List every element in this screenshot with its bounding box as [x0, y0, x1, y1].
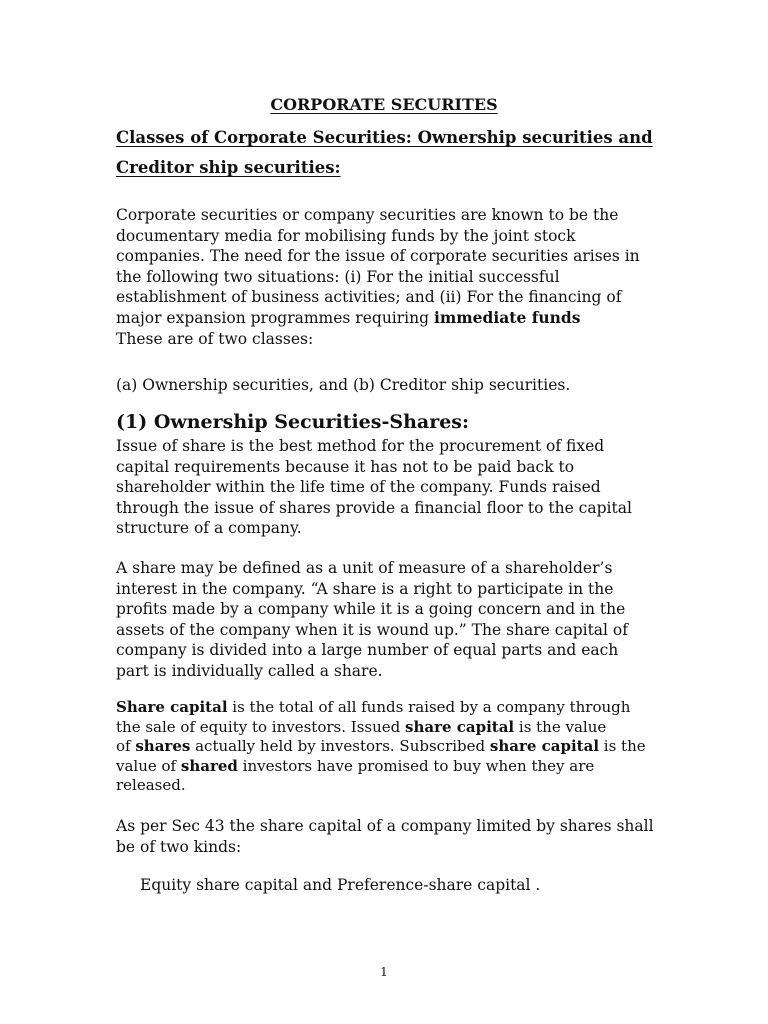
classes-heading-line-2: Creditor ship securities: — [116, 158, 341, 177]
paragraph-line: company is divided into a large number of equal parts and each — [116, 641, 619, 660]
paragraph-text: is the total of all funds raised by a company through — [227, 698, 631, 716]
shares-paragraph-1 — [116, 436, 696, 539]
classes-list — [116, 375, 696, 396]
paragraph-line: structure of a company. — [116, 519, 302, 538]
intro-line-last — [116, 308, 696, 329]
shared-bold: shared — [180, 756, 238, 775]
paragraph-line: profits made by a company while it is a going concern and in the — [116, 600, 626, 619]
paragraph-text: investors have promised to buy when they are — [237, 756, 595, 775]
share-capital-bold: share capital — [405, 717, 515, 736]
immediate-funds-bold: immediate funds — [433, 307, 581, 327]
classes-intro-line: These are of two classes: — [116, 329, 314, 348]
paragraph-text: the sale of equity to investors. Issued — [116, 717, 405, 736]
share-capital-bold: Share capital — [116, 698, 228, 716]
shares-bold: shares — [135, 737, 191, 755]
intro-line: Corporate securities or company securities are known to be the — [116, 206, 619, 224]
paragraph-text: is the — [599, 737, 646, 755]
section-ownership-heading: (1) Ownership Securities-Shares: — [116, 411, 470, 433]
intro-paragraph — [116, 205, 696, 349]
paragraph-line: part is individually called a share. — [116, 661, 383, 680]
classes-list-text: (a) Ownership securities, and (b) Creditor ship securities. — [116, 376, 571, 394]
intro-line: documentary media for mobilising funds by the joint stock — [116, 226, 576, 245]
paragraph-line: interest in the company. “A share is a right to participate in the — [116, 579, 614, 598]
paragraph-text: of — [116, 737, 136, 755]
intro-line: companies. The need for the issue of corporate securities arises in — [116, 247, 640, 266]
share-capital-bold: share capital — [489, 737, 600, 755]
paragraph-line — [116, 718, 696, 738]
shares-paragraph-2 — [116, 558, 696, 682]
kinds-line — [140, 875, 720, 896]
paragraph-text: value of — [116, 756, 181, 775]
paragraph-line: shareholder within the life time of the company. Funds raised — [116, 478, 601, 497]
paragraph-line: capital requirements because it has not to be paid back to — [116, 457, 575, 476]
intro-last-text: major expansion programmes requiring — [116, 308, 434, 327]
classes-heading — [116, 123, 716, 183]
paragraph-line: Issue of share is the best method for the procurement of fixed — [116, 437, 605, 455]
paragraph-line — [116, 757, 696, 777]
paragraph-text: actually held by investors. Subscribed — [190, 737, 490, 755]
paragraph-line: assets of the company when it is wound up.” The share capital of — [116, 620, 628, 639]
document-title: CORPORATE SECURITES — [270, 95, 498, 114]
paragraph-line: A share may be defined as a unit of measure of a shareholder’s — [116, 559, 613, 577]
sec43-paragraph — [116, 816, 696, 857]
paragraph-line: through the issue of shares provide a financial floor to the capital — [116, 498, 632, 517]
paragraph-line: be of two kinds: — [116, 837, 242, 856]
page-number: 1 — [380, 965, 388, 979]
classes-heading-line-1: Classes of Corporate Securities: Ownership securities and — [116, 128, 653, 147]
paragraph-line: released. — [116, 776, 186, 794]
paragraph-line — [116, 698, 696, 718]
paragraph-text: is the value — [514, 717, 607, 736]
share-capital-paragraph — [116, 698, 696, 796]
intro-line: establishment of business activities; and (ii) For the financing of — [116, 288, 622, 307]
kinds-text: Equity share capital and Preference-share capital . — [140, 876, 541, 894]
intro-line: the following two situations: (i) For the initial successful — [116, 267, 560, 286]
paragraph-line: As per Sec 43 the share capital of a company limited by shares shall — [116, 817, 654, 835]
paragraph-line — [116, 737, 696, 757]
